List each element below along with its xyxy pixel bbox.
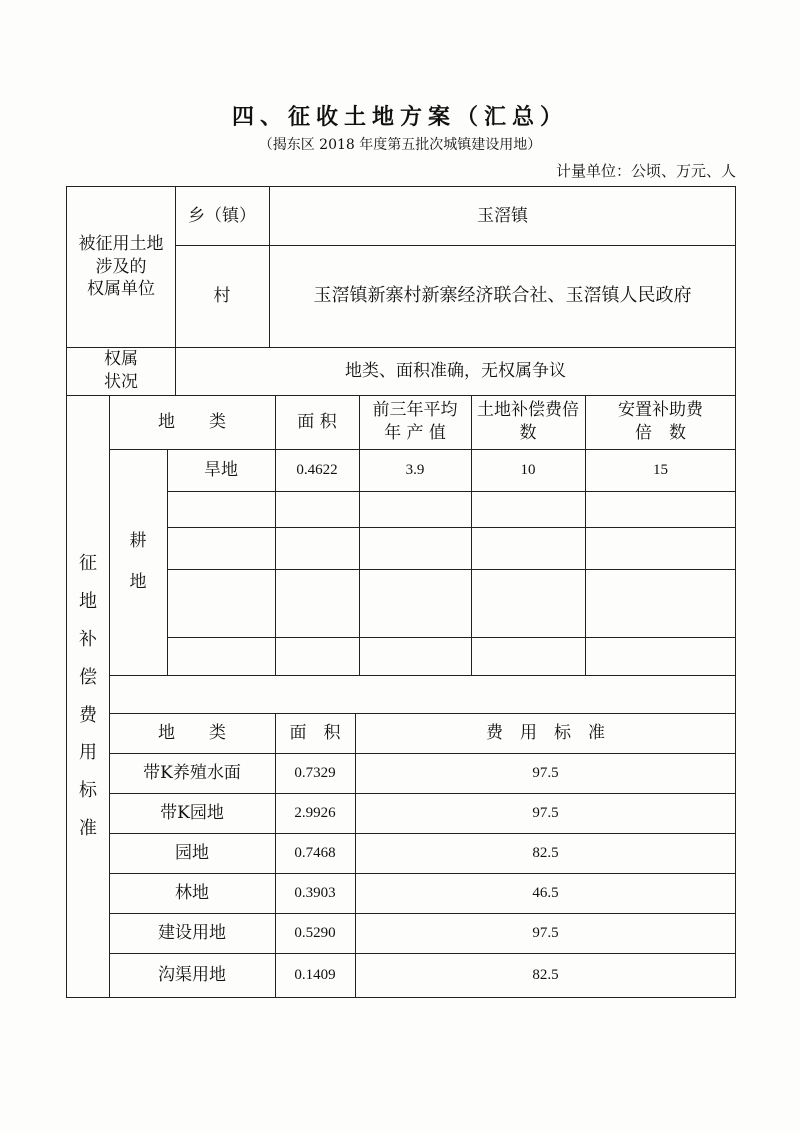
table-row-standard: 97.5 <box>532 924 559 941</box>
ownership-status-value: 地类、面积准确，无权属争议 <box>345 360 566 381</box>
table-row-type: 带K养殖水面 <box>143 762 241 783</box>
table-row-type: 带K园地 <box>160 802 224 823</box>
table-row-standard: 82.5 <box>532 966 559 983</box>
farmland-header-avg-output: 前三年平均 年 产 值 <box>372 400 458 443</box>
table-row-type: 林地 <box>175 882 209 903</box>
other-header-area: 面 积 <box>289 722 341 743</box>
table-row-type: 园地 <box>175 842 209 863</box>
document-subtitle: （揭东区 2018 年度第五批次城镇建设用地） <box>258 137 542 153</box>
farmland-header-area: 面 积 <box>297 411 337 432</box>
farmland-group-label: 耕 地 <box>129 531 147 592</box>
ownership-unit-label: 被征用土地 涉及的 权属单位 <box>78 233 164 300</box>
table-row-area: 0.5290 <box>294 924 336 941</box>
town-value: 玉滘镇 <box>477 205 528 226</box>
table-row-standard: 97.5 <box>532 804 559 821</box>
other-header-standard: 费 用 标 准 <box>486 722 605 743</box>
land-requisition-table <box>66 186 736 998</box>
ownership-status-label: 权属 状况 <box>104 349 138 392</box>
table-row-type: 沟渠用地 <box>158 964 226 985</box>
table-row-area: 0.1409 <box>294 966 336 983</box>
village-value: 玉滘镇新寨村新寨经济联合社、玉滘镇人民政府 <box>313 284 692 306</box>
farmland-header-type: 地 类 <box>158 411 226 432</box>
table-row-standard: 82.5 <box>532 844 559 861</box>
table-row-dryland-resettle-multiple: 15 <box>653 461 668 478</box>
table-row-type: 建设用地 <box>158 922 226 943</box>
document-title: 四、征收土地方案（汇总） <box>231 104 568 130</box>
village-label: 村 <box>213 285 231 306</box>
table-row-area: 0.3903 <box>294 884 336 901</box>
farmland-header-resettle-multiple: 安置补助费 倍 数 <box>618 400 703 443</box>
other-header-type: 地 类 <box>158 722 226 743</box>
farmland-header-land-multiple: 土地补偿费倍 数 <box>477 400 579 443</box>
table-row-dryland-avg-output: 3.9 <box>405 461 425 478</box>
table-row-area: 2.9926 <box>294 804 336 821</box>
table-row-area: 0.7468 <box>294 844 336 861</box>
table-row-dryland-land-multiple: 10 <box>520 461 536 478</box>
table-row-dryland-type: 旱地 <box>204 459 238 480</box>
compensation-standard-label: 征 地 补 偿 费 用 标 准 <box>79 553 97 839</box>
town-label: 乡（镇） <box>188 205 256 226</box>
table-row-standard: 97.5 <box>532 764 559 781</box>
table-row-dryland-area: 0.4622 <box>296 461 338 478</box>
measurement-unit: 计量单位：公顷、万元、人 <box>555 162 736 180</box>
table-row-area: 0.7329 <box>294 764 336 781</box>
table-row-standard: 46.5 <box>532 884 559 901</box>
